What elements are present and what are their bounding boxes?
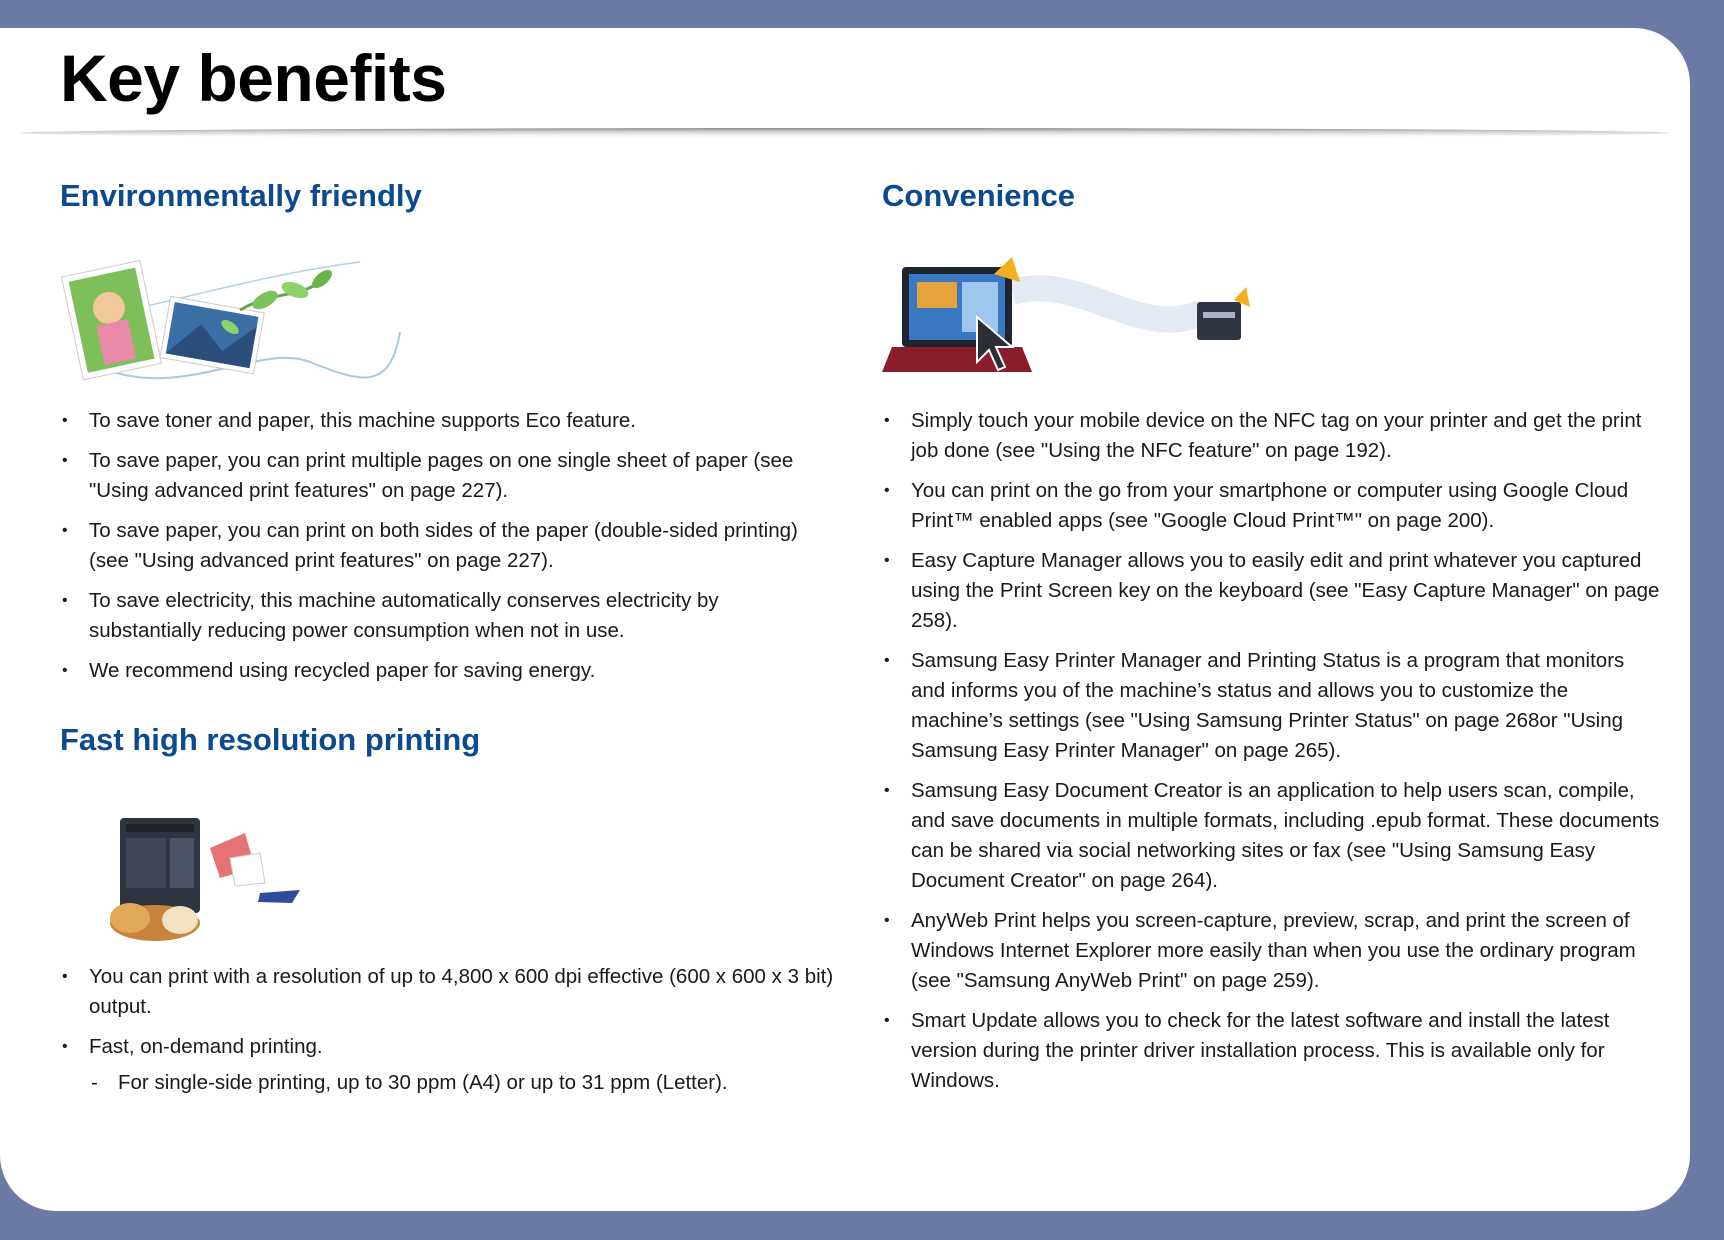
list-item: • Samsung Easy Printer Manager and Printing Status is a program that monitors and informs you of the machine’s status and allows you to customize the machine’s settings (see "Using Samsung Printer Status" on page 268or "Using Samsung Easy Printer Manager" on page 265). [882,646,1662,766]
fast-list [60,962,835,1098]
section-environment [60,178,835,686]
list-item: • To save electricity, this machine automatically conserves electricity by substantially reducing power consumption when not in use. [60,586,835,646]
section-convenience [882,178,1662,1096]
sub-list-item: - For single-side printing, up to 30 ppm (A4) or up to 31 ppm (Letter). [89,1068,835,1098]
fast-sub-list [89,1068,835,1098]
list-item [60,1032,835,1098]
convenience-illustration [882,252,1662,392]
document-page [0,28,1690,1211]
right-column [882,178,1662,1106]
printer-puppies-image-icon [60,798,340,948]
fast-print-illustration [60,798,835,948]
list-item: • To save paper, you can print on both sides of the paper (double-sided printing) (see "Using advanced print features" on page 227). [60,516,835,576]
list-item: • Smart Update allows you to check for the latest software and install the latest version during the printer driver installation process. This is available only for Windows. [882,1006,1662,1096]
left-column [60,178,835,1108]
page-title: Key benefits [60,41,447,115]
list-item: • You can print on the go from your smartphone or computer using Google Cloud Print™ enabled apps (see "Google Cloud Print™" on page 200). [882,476,1662,536]
section-heading-fast: Fast high resolution printing [60,722,481,757]
list-item: • You can print with a resolution of up to 4,800 x 600 dpi effective (600 x 600 x 3 bit) output. [60,962,835,1022]
list-item: • Simply touch your mobile device on the NFC tag on your printer and get the print job done (see "Using the NFC feature" on page 192). [882,406,1662,466]
eco-illustration [60,252,835,392]
list-item: • To save paper, you can print multiple pages on one single sheet of paper (see "Using advanced print features" on page 227). [60,446,835,506]
environment-list [60,406,835,686]
list-item-text: Fast, on-demand printing. [89,1035,323,1058]
list-item: • Easy Capture Manager allows you to easily edit and print whatever you captured using the Print Screen key on the keyboard (see "Easy Capture Manager" on page 258). [882,546,1662,636]
list-item: • We recommend using recycled paper for saving energy. [60,656,835,686]
eco-image-icon [60,252,420,392]
convenience-list [882,406,1662,1096]
title-divider [20,128,1670,138]
section-fast-printing [60,722,835,1098]
section-heading-environment: Environmentally friendly [60,178,422,213]
list-item: • To save toner and paper, this machine supports Eco feature. [60,406,835,436]
laptop-printer-image-icon [882,252,1282,392]
section-heading-convenience: Convenience [882,178,1075,213]
list-item: • Samsung Easy Document Creator is an application to help users scan, compile, and save documents in multiple formats, including .epub format. These documents can be shared via social networking sites or fax (see "Using Samsung Easy Document Creator" on page 264). [882,776,1662,896]
list-item: • AnyWeb Print helps you screen-capture, preview, scrap, and print the screen of Windows Internet Explorer more easily than when you use the ordinary program (see "Samsung AnyWeb Print" on page 259). [882,906,1662,996]
